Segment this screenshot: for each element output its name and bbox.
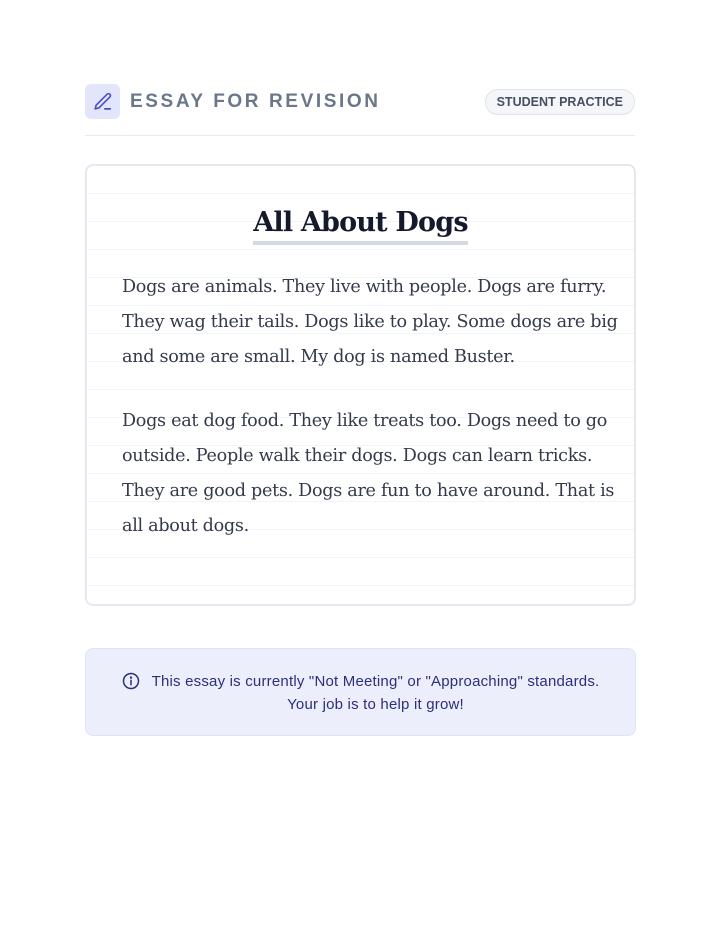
student-practice-badge: STUDENT PRACTICE <box>485 89 635 115</box>
essay-paragraph-1: Dogs are animals. They live with people. Dogs are furry. They wag their tails. Dogs like to play. Some dogs are big and some are small. My dog is named Buster. <box>122 277 618 368</box>
info-note-text <box>146 670 605 716</box>
pen-icon <box>85 84 120 119</box>
page-header <box>85 84 635 136</box>
info-note-line-2: Your job is to help it grow! <box>287 696 464 713</box>
essay-paragraph-2: Dogs eat dog food. They like treats too. Dogs need to go outside. People walk their dogs. Dogs can learn tricks. They are good pets. Dogs are fun to have around. That is all about dogs. <box>122 410 615 537</box>
essay-body <box>122 270 622 572</box>
info-icon <box>122 672 140 690</box>
info-note <box>85 648 636 736</box>
essay-title: All About Dogs <box>253 206 468 245</box>
page-title: ESSAY FOR REVISION <box>130 91 381 112</box>
essay-card <box>85 164 636 606</box>
info-note-line-1: This essay is currently "Not Meeting" or "Approaching" standards. <box>151 673 600 690</box>
